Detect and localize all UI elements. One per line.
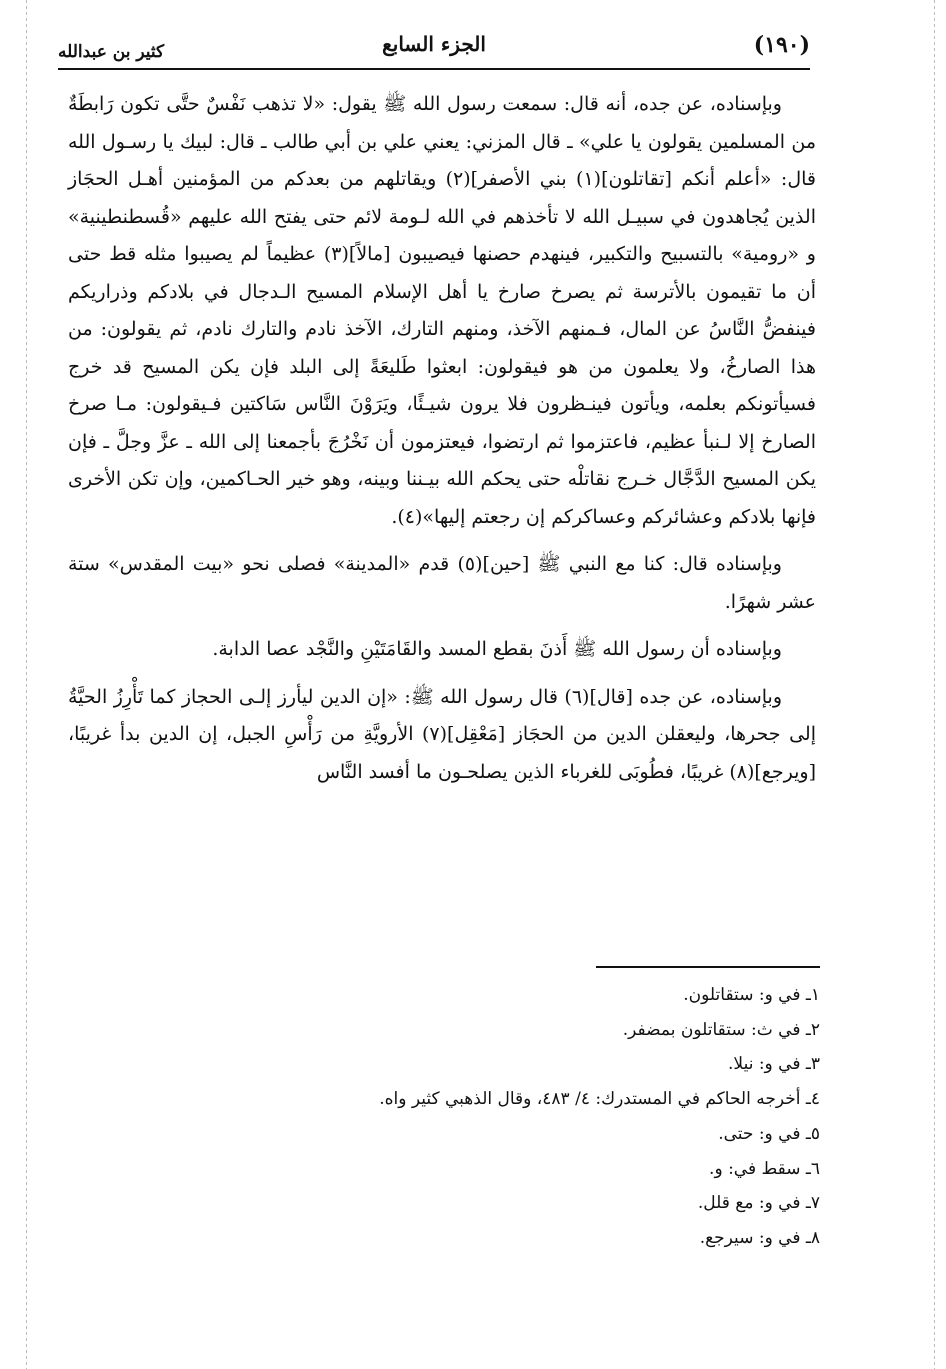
footnote: ٥ـ في و: حتى.: [718, 1123, 820, 1144]
scan-margin-dots: [26, 0, 27, 1369]
footnote: ٨ـ في و: سيرجع.: [699, 1227, 820, 1248]
footnote-separator: [596, 966, 820, 968]
footnote: ٦ـ سقط في: و.: [709, 1158, 820, 1179]
footnote: ٣ـ في و: نيلا.: [728, 1054, 820, 1075]
footnotes: [300, 978, 820, 1256]
scan-margin-dots: [934, 0, 935, 1369]
footnote: ١ـ في و: ستقاتلون.: [683, 985, 820, 1005]
main-text: [68, 86, 816, 791]
paragraph: وبإسناده، عن جده، أنه قال: سمعت رسول الله ﷺ يقول: «لا تذهب نَفْسٌ حتَّى تكون رَابطَةٌ من المسلمين يقولون يا علي» ـ قال المزني: يعني علي بن أبي طالب ـ قال: لبيك يا رسـول الله قال: «أعلم أنكم [تقاتلون](١) بني الأصفر](٢) ويقاتلهم من بعدكم من المؤمنين أهـل الحجَاز الذين يُجاهدون في سبيـل الله لا تأخذهم في الله لـومة لائم حتى يفتح الله عليهم «قُسطنطينية» و «رومية» بالتسبيح والتكبير، فينهدم حصنها فيصيبون [مالاً](٣) عظيماً لم يصيبوا مثله قط حتى أن ما تقيمون بالأترسة ثم يصرخ صارخ يا أهل الإسلام المسيح الـدجال في بلادكم وذراريكم فينفضُّ النَّاسُ عن المال، فـمنهم الآخذ، ومنهم التارك، الآخذ نادم والتارك نادم، ثم يقولون: من هذا الصارخُ، ولا يعلمون من هو فيقولون: ابعثوا طَليعَةً إلى البلد فإن يكن المسيح قد خرج فسيأتونكم بعلمه، ويأتون فينـظرون فلا يرون شيـئًا، ويَرَوْنَ النَّاس سَاكتين فـيقولون: مـا صرخ الصارخ إلا لـنبأ عظيم، فاعتزموا ثم ارتضوا، فيعتزمون أن نَخْرُجَ بأجمعنا إلى الله ـ عزَّ وجلَّ ـ فإن يكن المسيح الدَّجَّال خـرج نقاتلْه حتى يحكم الله بيـننا وبينه، وهو خير الحـاكمين، وإن تكن الأخرى فإنها بلادكم وعشائركم وعساكركم إن رجعتم إليها»(٤).: [68, 93, 816, 528]
footnote: ٧ـ في و: مع قلل.: [697, 1193, 820, 1214]
page-number: (١٩٠): [753, 32, 810, 58]
paragraph: وبإسناده قال: كنا مع النبي ﷺ [حين](٥) قدم «المدينة» فصلى نحو «بيت المقدس» ستة عشر شهرًا.: [68, 553, 816, 613]
part-title: الجزء السابع: [382, 32, 486, 56]
narrator-title: كثير بن عبدالله: [58, 42, 165, 62]
paragraph: وبإسناده، عن جده [قال](٦) قال رسول الله ﷺ: «إن الدين ليأرز إلـى الحجاز كما تَأْرِزُ الحيَّةُ إلى جحرها، وليعقلن الدين من الحجَاز [مَعْقِل](٧) الأرويَّةِ من رَأْسِ الجبل، إن الدين بدأ غريبًا، [ويرجع](٨) غريبًا، فطُوبَى للغرباء الذين يصلحـون ما أفسد النَّاس: [68, 685, 816, 783]
footnote: ٢ـ في ث: ستقاتلون بمضفر.: [622, 1019, 820, 1040]
paragraph: وبإسناده أن رسول الله ﷺ أَذنَ بقطع المسد والقَامَتَيْنِ والنَّجْد عصا الدابة.: [212, 638, 782, 660]
header-rule: [58, 68, 810, 70]
page-header: [58, 30, 810, 70]
footnote: ٤ـ أخرجه الحاكم في المستدرك: ٤/ ٤٨٣، وقال الذهبي كثير واه.: [379, 1089, 820, 1110]
